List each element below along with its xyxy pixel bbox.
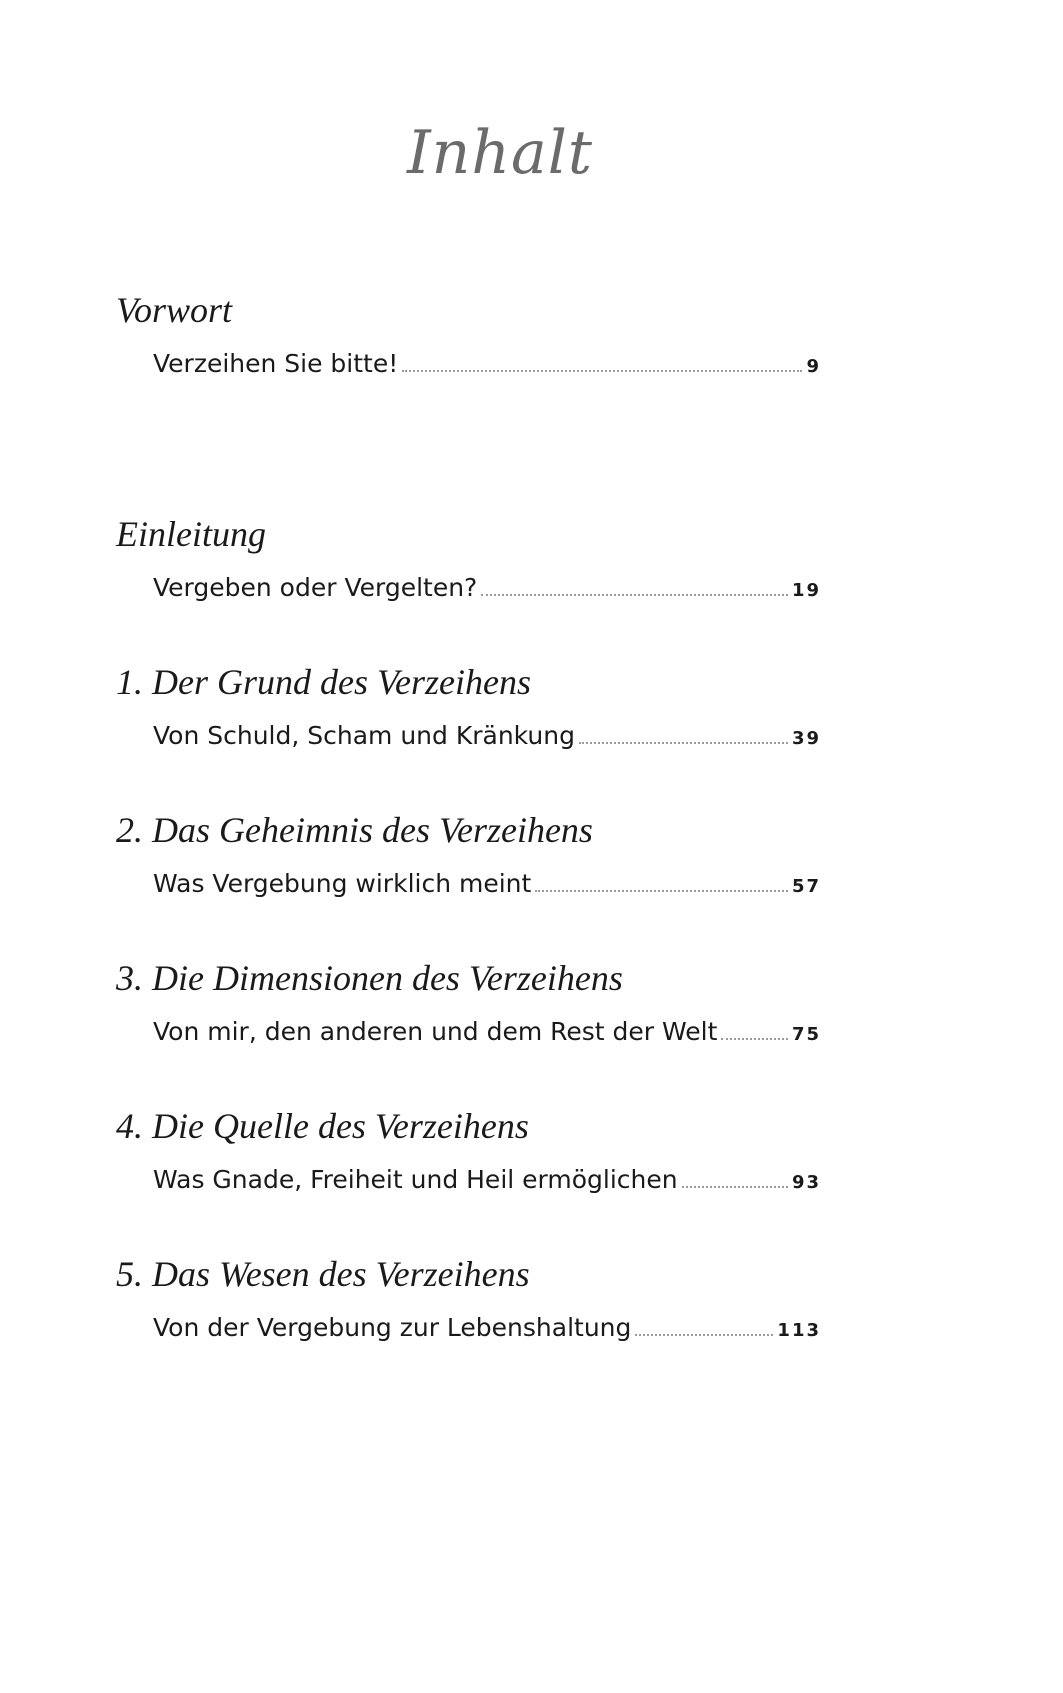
- section-heading: [116, 958, 623, 998]
- chapter-number: 1.: [116, 662, 143, 702]
- section-heading: [116, 810, 593, 850]
- section-heading: [116, 1254, 530, 1294]
- page-number: 75: [791, 1024, 821, 1045]
- entry-title: Was Vergebung wirklich meint: [153, 869, 532, 898]
- toc-entry[interactable]: [153, 1311, 821, 1345]
- chapter-number: 2.: [116, 810, 143, 850]
- entry-title: Vergeben oder Vergelten?: [153, 573, 478, 602]
- dot-leader: [635, 1333, 773, 1336]
- section-title: Einleitung: [116, 514, 266, 554]
- toc-entry[interactable]: [153, 1163, 821, 1197]
- dot-leader: [682, 1185, 788, 1188]
- toc-entry[interactable]: [153, 867, 821, 901]
- section-heading: [116, 514, 266, 554]
- entry-title: Von der Vergebung zur Lebenshaltung: [153, 1313, 632, 1342]
- dot-leader: [481, 593, 788, 596]
- entry-title: Verzeihen Sie bitte!: [153, 349, 399, 378]
- section-heading: [116, 290, 232, 330]
- section-title: Die Quelle des Verzeihens: [152, 1106, 529, 1146]
- toc-entry[interactable]: [153, 719, 821, 753]
- section-heading: [116, 662, 531, 702]
- toc-entry[interactable]: [153, 1015, 821, 1049]
- page-title: Inhalt: [406, 118, 594, 188]
- page-number: 57: [791, 876, 821, 897]
- page-number: 19: [791, 580, 821, 601]
- page-number: 9: [806, 356, 821, 377]
- chapter-number: 5.: [116, 1254, 143, 1294]
- entry-title: Von mir, den anderen und dem Rest der Welt: [153, 1017, 718, 1046]
- dot-leader: [721, 1037, 788, 1040]
- chapter-number: 4.: [116, 1106, 143, 1146]
- section-title: Das Geheimnis des Verzeihens: [152, 810, 593, 850]
- page-number: 93: [791, 1172, 821, 1193]
- section-heading: [116, 1106, 529, 1146]
- page-number: 39: [791, 728, 821, 749]
- section-title: Der Grund des Verzeihens: [152, 662, 531, 702]
- toc-entry[interactable]: [153, 571, 821, 605]
- section-title: Das Wesen des Verzeihens: [152, 1254, 530, 1294]
- chapter-number: 3.: [116, 958, 143, 998]
- entry-title: Von Schuld, Scham und Kränkung: [153, 721, 575, 750]
- dot-leader: [579, 741, 788, 744]
- section-title: Die Dimensionen des Verzeihens: [152, 958, 623, 998]
- page-number: 113: [777, 1320, 821, 1341]
- entry-title: Was Gnade, Freiheit und Heil ermöglichen: [153, 1165, 678, 1194]
- toc-entry[interactable]: [153, 347, 821, 381]
- dot-leader: [535, 889, 788, 892]
- dot-leader: [402, 369, 802, 372]
- section-title: Vorwort: [116, 290, 233, 330]
